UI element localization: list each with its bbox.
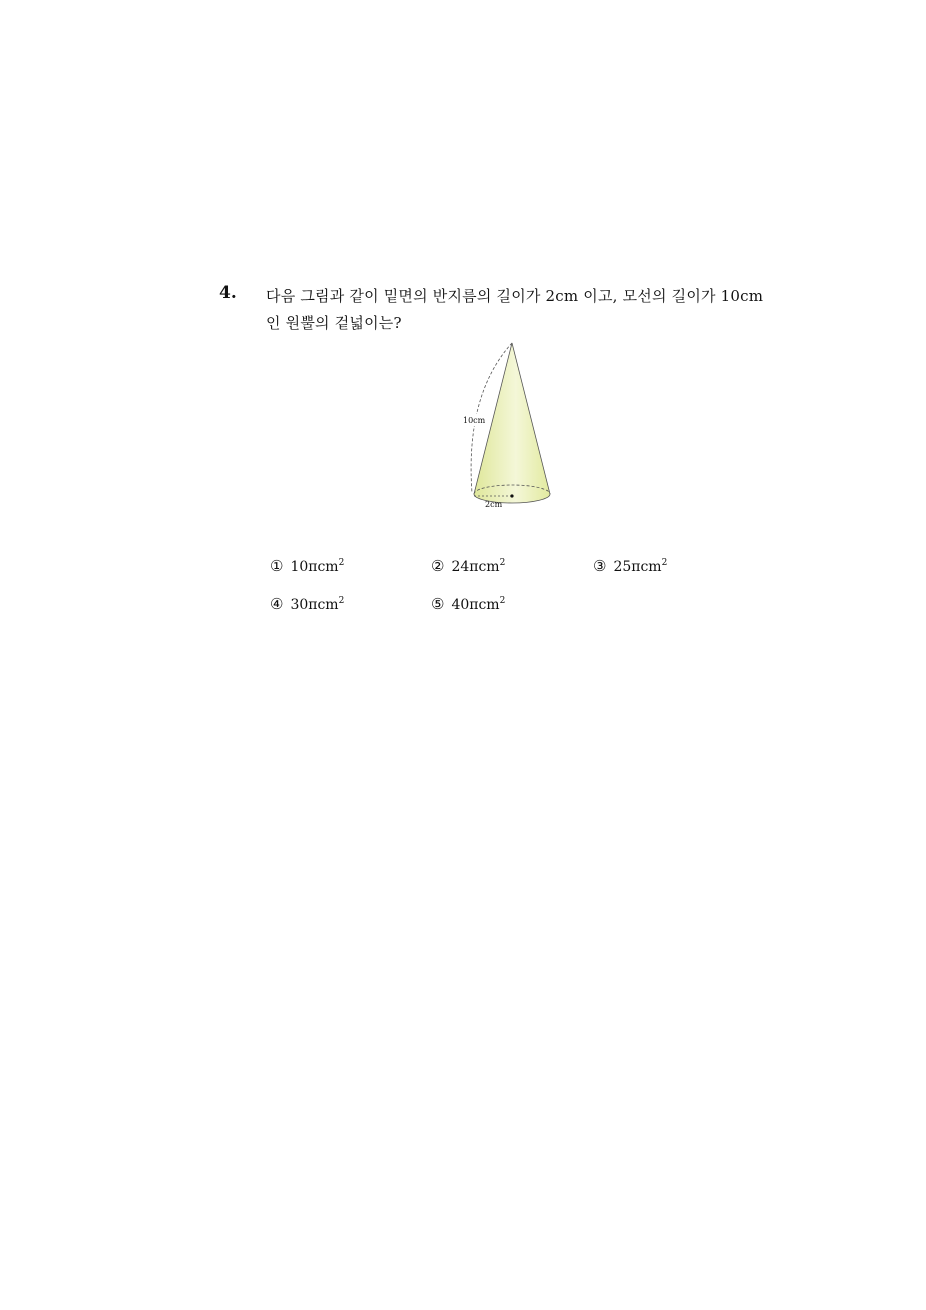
- choice-2-exponent: 2: [499, 558, 506, 568]
- choice-4-mark: ④: [270, 595, 284, 613]
- question-text-line-2: 인 원뿔의 겉넓이는?: [266, 314, 402, 332]
- choice-4-value: 30πcm: [290, 597, 339, 613]
- choice-5-mark: ⑤: [431, 595, 445, 613]
- choice-5-value: 40πcm: [451, 597, 500, 613]
- choice-1-value: 10πcm: [290, 559, 339, 575]
- slant-height-label: 10cm: [463, 416, 486, 425]
- choice-4[interactable]: [270, 595, 344, 613]
- question-number: 4.: [219, 283, 237, 303]
- choice-3-value: 25πcm: [613, 559, 662, 575]
- choice-1-mark: ①: [270, 557, 284, 575]
- choice-2[interactable]: [431, 557, 505, 575]
- choice-2-value: 24πcm: [451, 559, 500, 575]
- cone-figure: [455, 335, 565, 520]
- choice-1[interactable]: [270, 557, 344, 575]
- choice-4-exponent: 2: [338, 596, 345, 606]
- choice-5[interactable]: [431, 595, 505, 613]
- question-text-line-1: 다음 그림과 같이 밑면의 반지름의 길이가 2cm 이고, 모선의 길이가 10cm: [266, 287, 764, 305]
- radius-label: 2cm: [485, 500, 503, 509]
- choice-3-mark: ③: [593, 557, 607, 575]
- choice-1-exponent: 2: [338, 558, 345, 568]
- choice-3[interactable]: [593, 557, 667, 575]
- choice-5-exponent: 2: [499, 596, 506, 606]
- choice-2-mark: ②: [431, 557, 445, 575]
- base-center-dot: [510, 494, 513, 497]
- choice-3-exponent: 2: [661, 558, 668, 568]
